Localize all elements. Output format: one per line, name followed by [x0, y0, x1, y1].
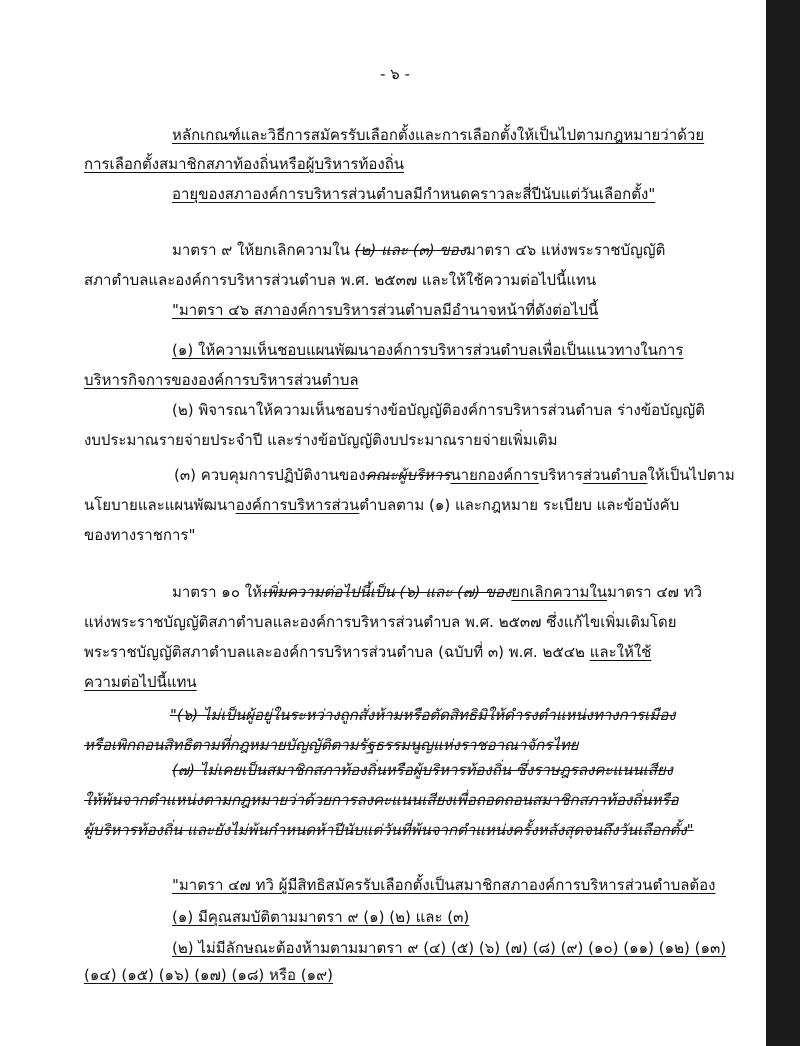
- section9-text-a: มาตรา ๙ ให้ยกเลิกความใน: [172, 241, 355, 259]
- section9-line-2: สภาตำบลและองค์การบริหารส่วนตำบล พ.ศ. ๒๕๓๗ และให้ใช้ความต่อไปนี้แทน: [84, 271, 597, 289]
- item3-text-4: บริหาร: [538, 466, 583, 484]
- section47bis-title: "มาตรา ๔๗ ทวิ ผู้มีสิทธิสมัครรับเลือกตั้งเป็นสมาชิกสภาองค์การบริหารส่วนตำบลต้อง: [172, 876, 716, 894]
- section46-item2-line1: (๒) พิจารณาให้ความเห็นชอบร่างข้อบัญญัติองค์การบริหารส่วนตำบล ร่างข้อบัญญัติ: [172, 401, 705, 419]
- item3b-underlined: องค์การบริหารส่วน: [235, 496, 360, 514]
- section10-line-2: แห่งพระราชบัญญัติสภาตำบลและองค์การบริหารส่วนตำบล พ.ศ. ๒๕๓๗ ซึ่งแก้ไขเพิ่มเติมโดย: [84, 613, 677, 631]
- item3-text-1: (๓) ควบคุมการปฏิบัติงานของ: [174, 466, 366, 484]
- section10-item7-line1: (๗) ไม่เคยเป็นสมาชิกสภาท้องถิ่นหรือผู้บริหารท้องถิ่น ซึ่งราษฎรลงคะแนนเสียง: [172, 761, 673, 779]
- section10-struck-text: เพิ่มความต่อไปนี้เป็น (๖) และ (๗) ของ: [261, 583, 512, 601]
- heading-line-3: อายุของสภาองค์การบริหารส่วนตำบลมีกำหนดคราวละสี่ปีนับแต่วันเลือกตั้ง": [172, 185, 656, 203]
- section10-text-d: มาตรา ๔๗ ทวิ: [607, 583, 703, 601]
- item3-underlined-1: นายกองค์การ: [450, 466, 539, 484]
- section10-line-3: [84, 642, 651, 662]
- section10-line-4: ความต่อไปนี้แทน: [84, 673, 197, 691]
- section47bis-item1: (๑) มีคุณสมบัติตามมาตรา ๙ (๑) (๒) และ (๓): [172, 908, 470, 926]
- section46-item1-line2: บริหารกิจการขององค์การบริหารส่วนตำบล: [84, 371, 359, 389]
- section10-item7-line2: ให้พ้นจากตำแหน่งตามกฎหมายว่าด้วยการลงคะแนนเสียงเพื่อถอดถอนสมาชิกสภาท้องถิ่นหรือ: [84, 791, 679, 809]
- heading-line-2: การเลือกตั้งสมาชิกสภาท้องถิ่นหรือผู้บริหารท้องถิ่น: [84, 155, 405, 173]
- section10-line-1: [172, 582, 702, 602]
- section46-item3-line2: [84, 495, 679, 515]
- item3b-text-1: นโยบายและแผนพัฒนา: [84, 496, 236, 514]
- section47bis-item2-line1: (๒) ไม่มีลักษณะต้องห้ามตามมาตรา ๙ (๔) (๕) (๖) (๗) (๘) (๙) (๑๐) (๑๑) (๑๒) (๑๓): [172, 939, 727, 957]
- page-number: - ๖ -: [380, 65, 410, 83]
- section9-line-1: [172, 240, 665, 260]
- item3-struck-text: คณะผู้บริหาร: [365, 466, 451, 484]
- section10-line3-text: พระราชบัญญัติสภาตำบลและองค์การบริหารส่วนตำบล (ฉบับที่ ๓) พ.ศ. ๒๕๔๒: [84, 643, 590, 661]
- section10-line3-underlined: และให้ใช้: [589, 643, 652, 661]
- section10-item6-line2: หรือเพิกถอนสิทธิตามที่กฎหมายบัญญัติตามรัฐธรรมนูญแห่งราชอาณาจักรไทย: [84, 736, 579, 754]
- section47bis-item2-line2: (๑๔) (๑๕) (๑๖) (๑๗) (๑๘) หรือ (๑๙): [84, 966, 333, 984]
- item3-underlined-2: ส่วนตำบล: [582, 466, 648, 484]
- heading-line-1: หลักเกณฑ์และวิธีการสมัครรับเลือกตั้งและการเลือกตั้งให้เป็นไปตามกฎหมายว่าด้วย: [172, 126, 705, 144]
- item3b-text-3: ตำบลตาม (๑) และกฎหมาย ระเบียบ และข้อบังคับ: [359, 496, 680, 514]
- section46-item2-line2: งบประมาณรายจ่ายประจำปี และร่างข้อบัญญัติงบประมาณรายจ่ายเพิ่มเติม: [84, 431, 558, 449]
- section9-struck-text: (๒) และ (๓) ของ: [354, 241, 467, 259]
- section10-item7-line3: ผู้บริหารท้องถิ่น และยังไม่พ้นกำหนดห้าปีนับแต่วันที่พ้นจากตำแหน่งครั้งหลังสุดจนถึงวันเลือกตั้ง": [84, 821, 694, 839]
- item3-text-6: ให้เป็นไปตาม: [647, 466, 735, 484]
- section10-text-a: มาตรา ๑๐ ให้: [172, 583, 262, 601]
- section9-text-c: มาตรา ๔๖ แห่งพระราชบัญญัติ: [466, 241, 666, 259]
- section10-underlined: ยกเลิกความใน: [511, 583, 608, 601]
- section10-item6-line1: "(๖) ไม่เป็นผู้อยู่ในระหว่างถูกสั่งห้ามหรือตัดสิทธิมิให้ดำรงตำแหน่งทางการเมือง: [170, 706, 676, 724]
- section46-title: "มาตรา ๔๖ สภาองค์การบริหารส่วนตำบลมีอำนาจหน้าที่ดังต่อไปนี้: [172, 301, 599, 319]
- section46-item3-line3: ของทางราชการ": [84, 526, 196, 544]
- scan-edge: [766, 0, 800, 1046]
- section46-item3-line1: [174, 465, 735, 485]
- section46-item1-line1: (๑) ให้ความเห็นชอบแผนพัฒนาองค์การบริหารส่วนตำบลเพื่อเป็นแนวทางในการ: [172, 341, 684, 359]
